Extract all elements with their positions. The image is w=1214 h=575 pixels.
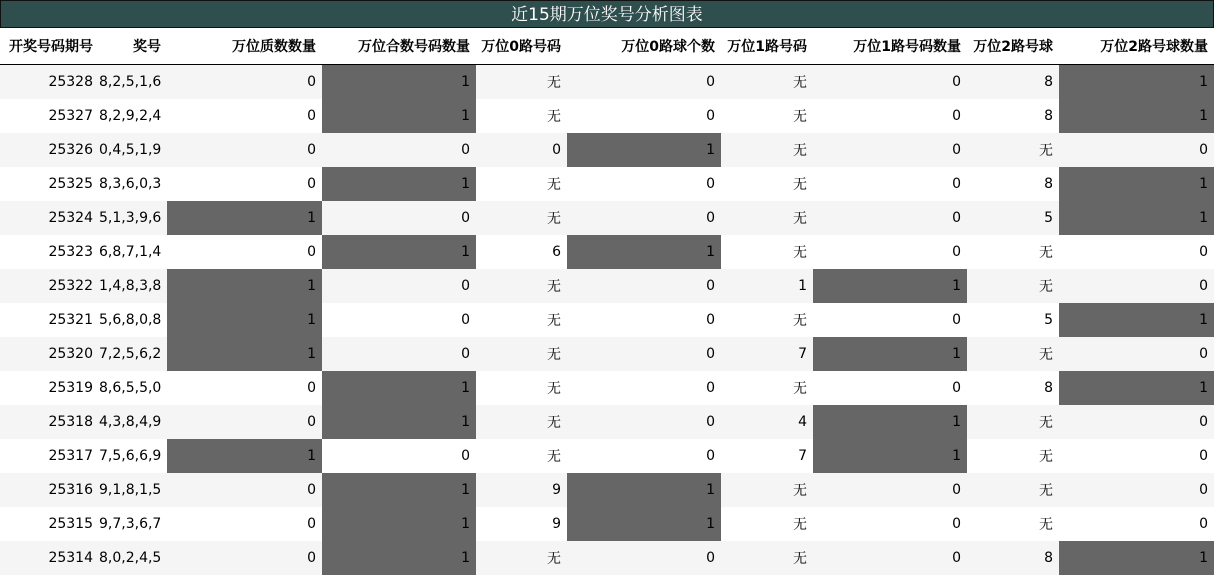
table-cell: 25325 bbox=[0, 167, 99, 201]
table-cell: 25324 bbox=[0, 201, 99, 235]
table-cell: 无 bbox=[721, 541, 813, 575]
table-cell: 1 bbox=[1059, 303, 1214, 337]
column-header-0: 开奖号码期号 bbox=[0, 28, 99, 65]
table-cell: 0 bbox=[813, 371, 967, 405]
table-cell: 1 bbox=[167, 337, 322, 371]
table-cell: 1 bbox=[322, 167, 476, 201]
table-cell: 1 bbox=[1059, 541, 1214, 575]
table-body bbox=[0, 65, 1214, 575]
table-cell: 0 bbox=[813, 541, 967, 575]
table-cell: 无 bbox=[721, 99, 813, 133]
table-cell: 25316 bbox=[0, 473, 99, 507]
column-header-3: 万位合数号码数量 bbox=[322, 28, 476, 65]
column-header-6: 万位1路号码 bbox=[721, 28, 813, 65]
table-cell: 1 bbox=[322, 371, 476, 405]
table-cell: 0 bbox=[322, 337, 476, 371]
table-cell: 1 bbox=[813, 439, 967, 473]
table-cell: 7 bbox=[721, 337, 813, 371]
chart-title: 近15期万位奖号分析图表 bbox=[0, 0, 1214, 28]
table-cell: 0 bbox=[167, 235, 322, 269]
table-cell: 无 bbox=[967, 405, 1059, 439]
table-cell: 0 bbox=[322, 439, 476, 473]
table-cell: 0 bbox=[567, 99, 721, 133]
table-cell: 0 bbox=[1059, 507, 1214, 541]
table-cell: 8 bbox=[967, 541, 1059, 575]
table-cell: 0 bbox=[1059, 133, 1214, 167]
table-cell: 0 bbox=[567, 269, 721, 303]
table-row bbox=[0, 507, 1214, 541]
table-cell: 1 bbox=[813, 269, 967, 303]
table-cell: 0 bbox=[813, 235, 967, 269]
table-cell: 0 bbox=[167, 371, 322, 405]
table-cell: 25323 bbox=[0, 235, 99, 269]
table-cell: 无 bbox=[967, 235, 1059, 269]
column-header-5: 万位0路球个数 bbox=[567, 28, 721, 65]
table-cell: 0 bbox=[567, 167, 721, 201]
table-row bbox=[0, 235, 1214, 269]
table-cell: 25314 bbox=[0, 541, 99, 575]
table-cell: 25327 bbox=[0, 99, 99, 133]
table-cell: 9 bbox=[476, 507, 567, 541]
table-cell: 25321 bbox=[0, 303, 99, 337]
table-cell: 8 bbox=[967, 371, 1059, 405]
table-cell: 8 bbox=[967, 99, 1059, 133]
table-cell: 无 bbox=[721, 133, 813, 167]
table-cell: 0 bbox=[813, 473, 967, 507]
table-cell: 1 bbox=[167, 269, 322, 303]
table-cell: 无 bbox=[476, 201, 567, 235]
table-cell: 0 bbox=[322, 303, 476, 337]
table-row bbox=[0, 133, 1214, 167]
header-row bbox=[0, 28, 1214, 65]
table-cell: 0 bbox=[567, 541, 721, 575]
table-row bbox=[0, 337, 1214, 371]
table-cell: 0 bbox=[167, 541, 322, 575]
table-cell: 5,6,8,0,8 bbox=[99, 303, 167, 337]
table-cell: 5 bbox=[967, 303, 1059, 337]
table-cell: 无 bbox=[476, 269, 567, 303]
table-cell: 无 bbox=[476, 167, 567, 201]
table-cell: 7 bbox=[721, 439, 813, 473]
table-cell: 1 bbox=[322, 65, 476, 100]
table-cell: 0 bbox=[167, 133, 322, 167]
table-cell: 1 bbox=[322, 235, 476, 269]
table-cell: 0 bbox=[567, 405, 721, 439]
table-cell: 无 bbox=[476, 439, 567, 473]
table-cell: 8,2,5,1,6 bbox=[99, 65, 167, 100]
table-row bbox=[0, 65, 1214, 100]
table-cell: 1 bbox=[1059, 167, 1214, 201]
table-cell: 0 bbox=[167, 65, 322, 100]
table-row bbox=[0, 405, 1214, 439]
table-cell: 8,6,5,5,0 bbox=[99, 371, 167, 405]
table-cell: 无 bbox=[476, 541, 567, 575]
table-cell: 0 bbox=[567, 201, 721, 235]
table-cell: 25326 bbox=[0, 133, 99, 167]
table-cell: 8,0,2,4,5 bbox=[99, 541, 167, 575]
table-cell: 9,1,8,1,5 bbox=[99, 473, 167, 507]
table-cell: 1 bbox=[813, 337, 967, 371]
table-row bbox=[0, 541, 1214, 575]
table-cell: 无 bbox=[721, 473, 813, 507]
table-cell: 25322 bbox=[0, 269, 99, 303]
column-header-7: 万位1路号码数量 bbox=[813, 28, 967, 65]
table-cell: 0 bbox=[167, 405, 322, 439]
table-cell: 无 bbox=[967, 337, 1059, 371]
table-cell: 8,2,9,2,4 bbox=[99, 99, 167, 133]
table-cell: 1 bbox=[1059, 201, 1214, 235]
table-cell: 25318 bbox=[0, 405, 99, 439]
table-cell: 无 bbox=[967, 473, 1059, 507]
table-cell: 1 bbox=[1059, 65, 1214, 100]
table-cell: 8 bbox=[967, 65, 1059, 100]
table-cell: 0 bbox=[813, 65, 967, 100]
table-cell: 1 bbox=[813, 405, 967, 439]
table-cell: 9 bbox=[476, 473, 567, 507]
table-cell: 0 bbox=[322, 201, 476, 235]
table-cell: 1 bbox=[721, 269, 813, 303]
table-cell: 5,1,3,9,6 bbox=[99, 201, 167, 235]
table-cell: 0 bbox=[567, 439, 721, 473]
table-cell: 0 bbox=[167, 167, 322, 201]
table-cell: 1 bbox=[322, 473, 476, 507]
table-cell: 0 bbox=[167, 473, 322, 507]
analysis-table bbox=[0, 28, 1214, 575]
table-cell: 0 bbox=[1059, 235, 1214, 269]
table-row bbox=[0, 371, 1214, 405]
table-cell: 1 bbox=[1059, 371, 1214, 405]
table-cell: 1,4,8,3,8 bbox=[99, 269, 167, 303]
table-cell: 无 bbox=[721, 303, 813, 337]
table-cell: 0 bbox=[476, 133, 567, 167]
table-cell: 1 bbox=[322, 405, 476, 439]
table-cell: 0 bbox=[1059, 473, 1214, 507]
table-row bbox=[0, 303, 1214, 337]
table-cell: 无 bbox=[476, 371, 567, 405]
table-cell: 7,2,5,6,2 bbox=[99, 337, 167, 371]
table-cell: 无 bbox=[721, 201, 813, 235]
table-cell: 25315 bbox=[0, 507, 99, 541]
table-cell: 无 bbox=[721, 167, 813, 201]
table-cell: 0 bbox=[567, 337, 721, 371]
column-header-9: 万位2路号球数量 bbox=[1059, 28, 1214, 65]
table-cell: 0 bbox=[813, 303, 967, 337]
table-row bbox=[0, 167, 1214, 201]
table-cell: 0,4,5,1,9 bbox=[99, 133, 167, 167]
table-cell: 无 bbox=[967, 269, 1059, 303]
table-cell: 无 bbox=[476, 303, 567, 337]
table-row bbox=[0, 439, 1214, 473]
table-cell: 1 bbox=[567, 507, 721, 541]
table-cell: 0 bbox=[567, 65, 721, 100]
table-cell: 0 bbox=[167, 507, 322, 541]
table-cell: 无 bbox=[721, 507, 813, 541]
table-cell: 6,8,7,1,4 bbox=[99, 235, 167, 269]
table-cell: 1 bbox=[567, 473, 721, 507]
table-cell: 4 bbox=[721, 405, 813, 439]
table-cell: 无 bbox=[476, 337, 567, 371]
table-cell: 0 bbox=[813, 167, 967, 201]
table-row bbox=[0, 201, 1214, 235]
table-cell: 0 bbox=[813, 201, 967, 235]
table-cell: 8 bbox=[967, 167, 1059, 201]
table-cell: 无 bbox=[721, 371, 813, 405]
table-cell: 0 bbox=[1059, 337, 1214, 371]
table-cell: 1 bbox=[322, 99, 476, 133]
column-header-4: 万位0路号码 bbox=[476, 28, 567, 65]
column-header-8: 万位2路号球 bbox=[967, 28, 1059, 65]
table-cell: 无 bbox=[967, 439, 1059, 473]
table-cell: 1 bbox=[167, 439, 322, 473]
table-cell: 0 bbox=[167, 99, 322, 133]
table-cell: 0 bbox=[1059, 405, 1214, 439]
table-cell: 6 bbox=[476, 235, 567, 269]
table-cell: 25320 bbox=[0, 337, 99, 371]
column-header-1: 奖号 bbox=[99, 28, 167, 65]
table-cell: 4,3,8,4,9 bbox=[99, 405, 167, 439]
table-cell: 无 bbox=[721, 65, 813, 100]
table-cell: 1 bbox=[1059, 99, 1214, 133]
table-cell: 0 bbox=[813, 133, 967, 167]
table-cell: 0 bbox=[322, 133, 476, 167]
table-cell: 0 bbox=[1059, 439, 1214, 473]
table-cell: 9,7,3,6,7 bbox=[99, 507, 167, 541]
table-cell: 无 bbox=[967, 507, 1059, 541]
column-header-2: 万位质数数量 bbox=[167, 28, 322, 65]
table-row bbox=[0, 99, 1214, 133]
table-cell: 25328 bbox=[0, 65, 99, 100]
table-cell: 无 bbox=[721, 235, 813, 269]
table-cell: 1 bbox=[322, 541, 476, 575]
table-cell: 1 bbox=[567, 133, 721, 167]
table-cell: 1 bbox=[567, 235, 721, 269]
table-cell: 0 bbox=[567, 303, 721, 337]
table-cell: 0 bbox=[813, 507, 967, 541]
table-cell: 5 bbox=[967, 201, 1059, 235]
table-cell: 8,3,6,0,3 bbox=[99, 167, 167, 201]
table-cell: 无 bbox=[476, 99, 567, 133]
table-cell: 0 bbox=[1059, 269, 1214, 303]
table-cell: 1 bbox=[167, 303, 322, 337]
table-cell: 无 bbox=[476, 65, 567, 100]
table-cell: 0 bbox=[813, 99, 967, 133]
table-cell: 0 bbox=[567, 371, 721, 405]
table-row bbox=[0, 269, 1214, 303]
table-row bbox=[0, 473, 1214, 507]
table-cell: 1 bbox=[322, 507, 476, 541]
table-cell: 0 bbox=[322, 269, 476, 303]
table-cell: 25319 bbox=[0, 371, 99, 405]
table-cell: 无 bbox=[967, 133, 1059, 167]
table-cell: 1 bbox=[167, 201, 322, 235]
table-cell: 7,5,6,6,9 bbox=[99, 439, 167, 473]
table-cell: 25317 bbox=[0, 439, 99, 473]
table-cell: 无 bbox=[476, 405, 567, 439]
